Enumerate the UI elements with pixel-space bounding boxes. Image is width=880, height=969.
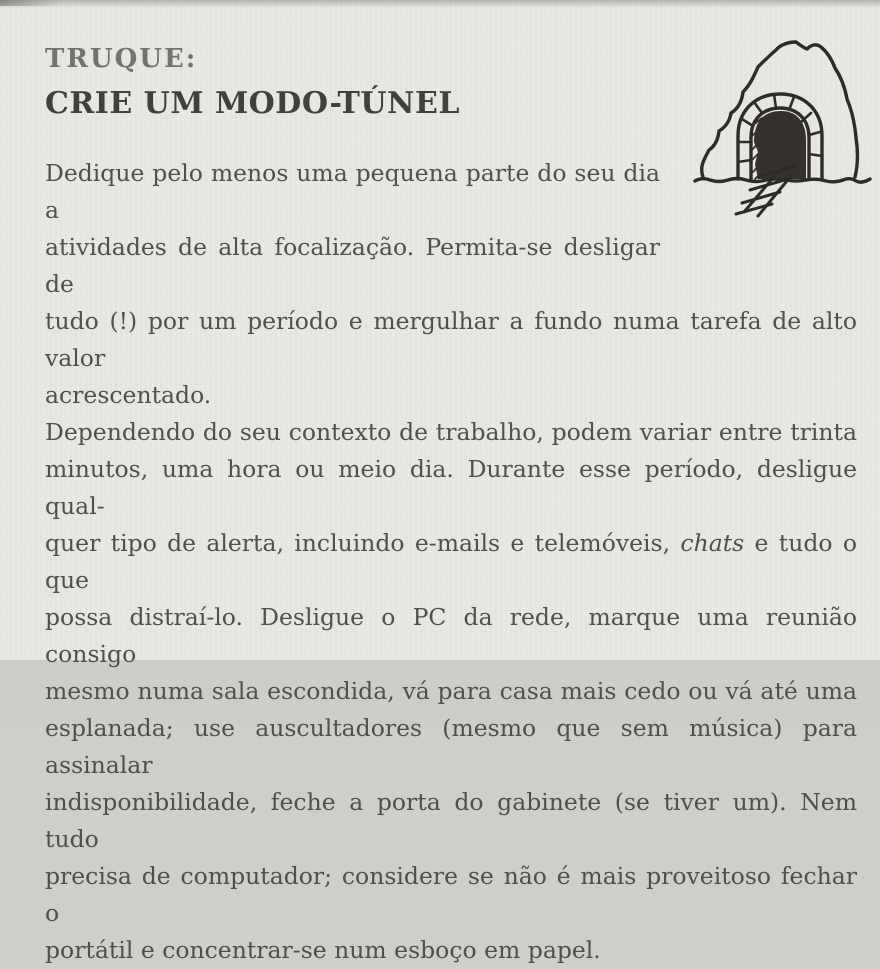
body-text (45, 155, 857, 969)
italic-word: chats (680, 529, 745, 557)
text-segment: e tudo o que (45, 529, 857, 594)
text-line: tudo (!) por um período e mergulhar a fundo numa tarefa de alto valor (45, 307, 857, 372)
text-line: mesmo numa sala escondida, vá para casa mais cedo ou vá até uma (45, 677, 857, 705)
page-title: CRIE UM MODO-TÚNEL (45, 86, 460, 121)
text-line: portátil e concentrar-se num esboço em papel. (45, 936, 601, 964)
text-line: minutos, uma hora ou meio dia. Durante esse período, desligue qual- (45, 455, 857, 520)
text-line: Dependendo do seu contexto de trabalho, podem variar entre trinta (45, 418, 857, 446)
text-line: precisa de computador; considere se não é mais proveitoso fechar o (45, 862, 857, 927)
text-line (45, 525, 857, 599)
scan-edge-top (0, 0, 880, 8)
text-line: esplanada; use auscultadores (mesmo que sem música) para assinalar (45, 714, 857, 779)
text-line: atividades de alta focalização. Permita-se desligar de (45, 233, 660, 298)
scan-smudge (0, 0, 60, 6)
section-kicker: TRUQUE: (45, 44, 198, 74)
text-line: Dedique pelo menos uma pequena parte do seu dia a (45, 159, 660, 224)
text-segment: quer tipo de alerta, incluindo e-mails e telemóveis, (45, 529, 681, 557)
text-line: possa distraí-lo. Desligue o PC da rede, marque uma reunião consigo (45, 603, 857, 668)
text-line: indisponibilidade, feche a porta do gabinete (se tiver um). Nem tudo (45, 788, 857, 853)
text-line: acrescentado. (45, 381, 212, 409)
